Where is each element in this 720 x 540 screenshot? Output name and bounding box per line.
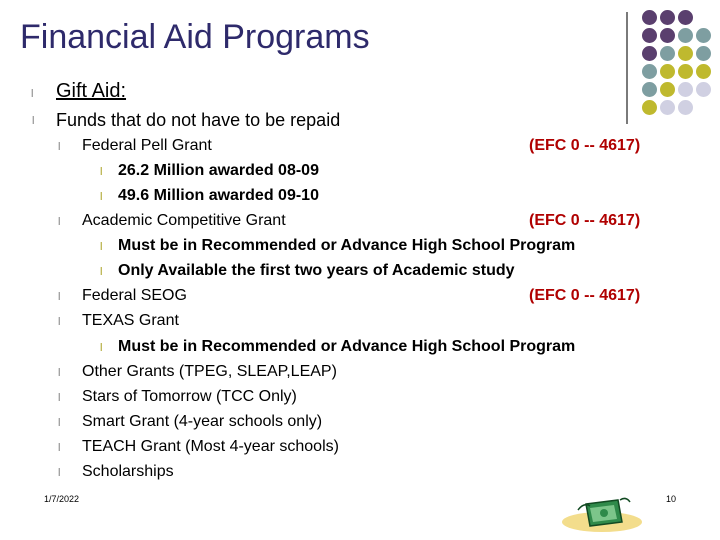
decor-dot (660, 10, 675, 25)
decor-dot (678, 10, 693, 25)
efc-range: (EFC 0 -- 4617) (529, 287, 641, 304)
list-item: Federal SEOG (82, 287, 187, 304)
list-item: Must be in Recommended or Advance High School Program (118, 338, 576, 355)
list-item: Smart Grant (4-year schools only) (82, 413, 323, 430)
decor-dot (678, 28, 693, 43)
decor-dot (642, 100, 657, 115)
decor-dot (642, 64, 657, 79)
page-number: 10 (666, 494, 677, 504)
bullet-icon: l (58, 141, 61, 153)
bullet-icon: l (100, 342, 103, 354)
bullet-icon: l (100, 241, 103, 253)
list-item: Other Grants (TPEG, SLEAP,LEAP) (82, 363, 337, 380)
decor-dot (642, 28, 657, 43)
decor-dot (678, 82, 693, 97)
bullet-icon: l (100, 166, 103, 178)
funds-subheading: Funds that do not have to be repaid (56, 110, 341, 130)
list-item: 26.2 Million awarded 08-09 (118, 162, 319, 179)
decor-dot (642, 46, 657, 61)
footer-date: 1/7/2022 (44, 494, 80, 504)
decor-dot (696, 64, 711, 79)
decor-dot (678, 100, 693, 115)
bullet-icon: l (100, 191, 103, 203)
list-item: TEACH Grant (Most 4-year schools) (82, 438, 339, 455)
gift-aid-label: Gift Aid: (56, 80, 127, 102)
decor-dot (678, 46, 693, 61)
list-item: Scholarships (82, 463, 174, 480)
decorative-dot-grid (640, 10, 716, 122)
bullet-icon: l (58, 417, 61, 429)
bullet-icon: l (32, 115, 35, 127)
decor-dot (696, 46, 711, 61)
decor-dot (660, 46, 675, 61)
efc-range: (EFC 0 -- 4617) (529, 212, 641, 229)
bullet-icon: l (58, 392, 61, 404)
bullet-icon: l (58, 216, 61, 228)
bullet-icon: l (58, 291, 61, 303)
bullet-icon: l (58, 316, 61, 328)
list-item: TEXAS Grant (82, 312, 179, 329)
decor-dot (642, 10, 657, 25)
decor-dot (660, 100, 675, 115)
bullet-icon: l (58, 442, 61, 454)
list-item: 49.6 Million awarded 09-10 (118, 187, 319, 204)
decor-dot (696, 28, 711, 43)
decor-dot (678, 64, 693, 79)
bullet-icon: l (100, 266, 103, 278)
slide-title: Financial Aid Programs (20, 18, 370, 56)
list-item: Must be in Recommended or Advance High School Program (118, 237, 576, 254)
bullet-icon: l (58, 367, 61, 379)
decor-dot (642, 82, 657, 97)
gift-aid-heading (56, 80, 126, 103)
list-item: Academic Competitive Grant (82, 212, 286, 229)
list-item: Stars of Tomorrow (TCC Only) (82, 388, 297, 405)
bullet-icon: l (31, 88, 34, 100)
list-item: Only Available the first two years of Academic study (118, 262, 515, 279)
decor-dot (696, 82, 711, 97)
money-clipart-icon (560, 488, 644, 534)
efc-range: (EFC 0 -- 4617) (529, 137, 641, 154)
decor-dot (660, 82, 675, 97)
decor-dot (660, 28, 675, 43)
decor-dot (660, 64, 675, 79)
title-divider (626, 12, 628, 124)
bullet-icon: l (58, 467, 61, 479)
list-item: Federal Pell Grant (82, 137, 212, 154)
